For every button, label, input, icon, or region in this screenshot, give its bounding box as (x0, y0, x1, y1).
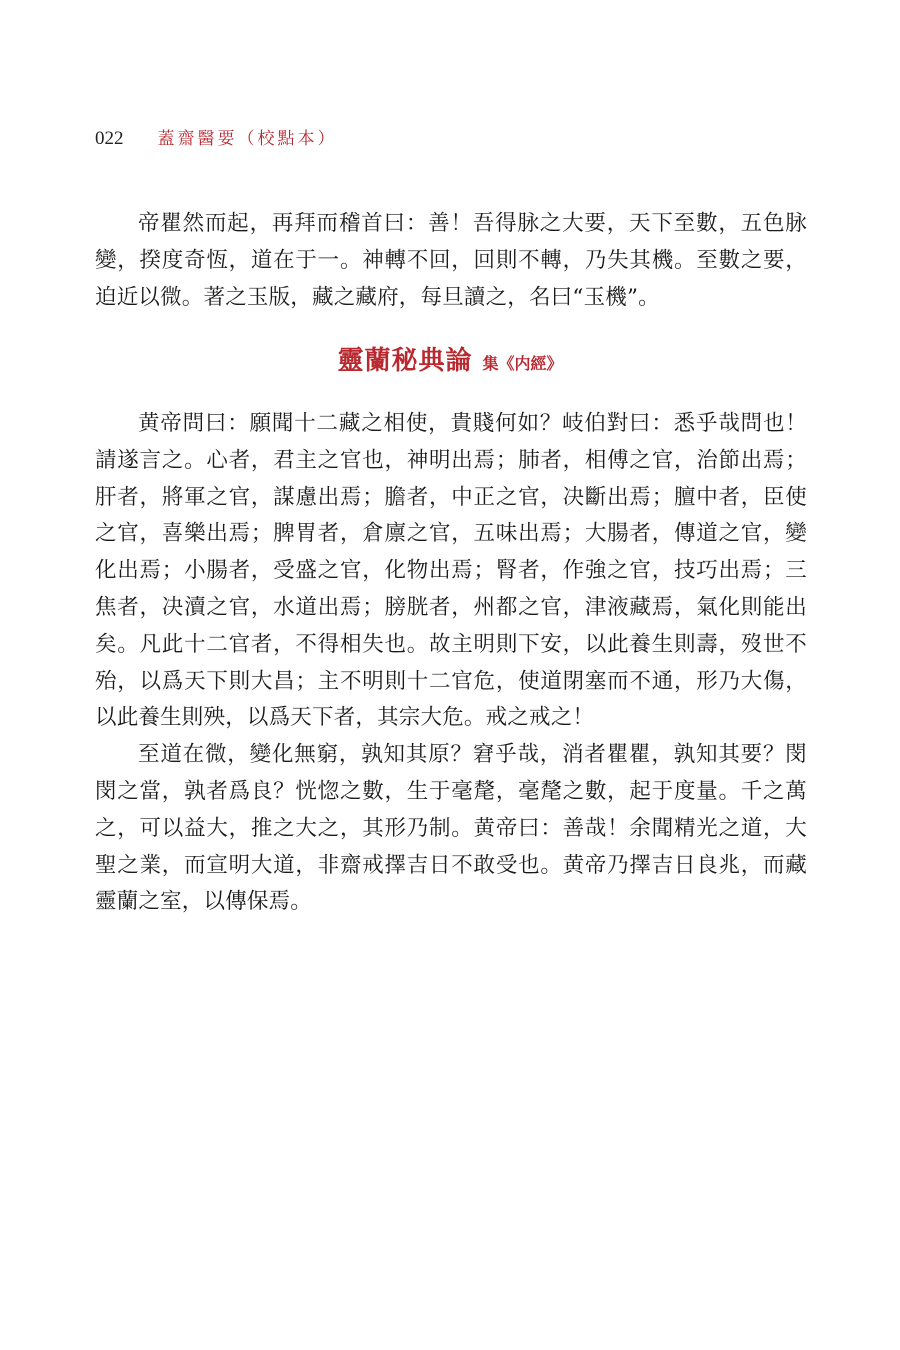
section-title: 靈蘭秘典論 (337, 346, 473, 376)
book-title: 蓋齋醫要（校點本） (157, 129, 338, 149)
intro-paragraph: 帝瞿然而起，再拜而稽首曰：善！吾得脉之大要，天下至數，五色脉變，揆度奇恆，道在于一。神轉不回，回則不轉，乃失其機。至數之要，迫近以微。著之玉版，藏之藏府，每旦讀之，名曰“玉機”。 (95, 211, 807, 310)
section-body (95, 406, 807, 921)
intro-text-block (95, 206, 807, 316)
section-source: 集《内經》 (482, 354, 563, 373)
section-heading (0, 340, 900, 377)
page-number: 022 (95, 128, 124, 149)
running-header (95, 124, 338, 154)
body-paragraph: 至道在微，變化無窮，孰知其原？窘乎哉，消者瞿瞿，孰知其要？閔閔之當，孰者爲良？恍惚之數，生于毫氂，毫氂之數，起于度量。千之萬之，可以益大，推之大之，其形乃制。黄帝曰：善哉！余聞精光之道，大聖之業，而宣明大道，非齋戒擇吉日不敢受也。黄帝乃擇吉日良兆，而藏靈蘭之室，以傳保焉。 (95, 742, 807, 915)
body-paragraph: 黄帝問曰：願聞十二藏之相使，貴賤何如？岐伯對曰：悉乎哉問也！請遂言之。心者，君主之官也，神明出焉；肺者，相傅之官，治節出焉；肝者，將軍之官，謀慮出焉；膽者，中正之官，决斷出焉；膻中者，臣使之官，喜樂出焉；脾胃者，倉廪之官，五味出焉；大腸者，傳道之官，變化出焉；小腸者，受盛之官，化物出焉；腎者，作強之官，技巧出焉；三焦者，决瀆之官，水道出焉；膀胱者，州都之官，津液藏焉，氣化則能出矣。凡此十二官者，不得相失也。故主明則下安，以此養生則壽，歿世不殆，以爲天下則大昌；主不明則十二官危，使道閉塞而不通，形乃大傷，以此養生則殃，以爲天下者，其宗大危。戒之戒之！ (95, 411, 807, 731)
